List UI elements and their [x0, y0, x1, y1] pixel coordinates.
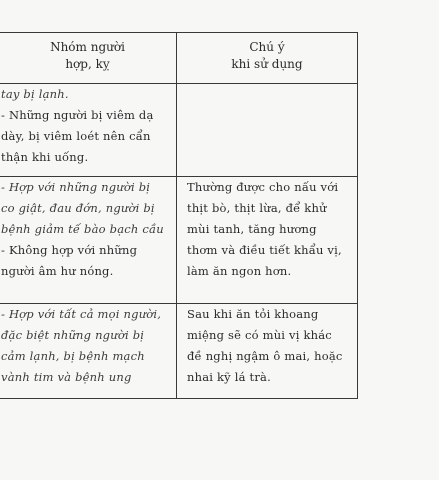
cell-text-line: Sau khi ăn tỏi khoang [187, 307, 319, 321]
table-row [0, 304, 358, 399]
cell-text-line: người âm hư nóng. [1, 264, 114, 278]
header-line: Nhóm người [50, 40, 125, 54]
cell-text-line: - Không hợp với những [1, 243, 138, 257]
cell-text-line: nhai kỹ lá trà. [187, 370, 271, 384]
cell-text-line: miệng sẽ có mùi vị khác [187, 328, 332, 342]
table-row [0, 84, 358, 177]
cell-text-line: đề nghị ngậm ô mai, hoặc [187, 349, 343, 363]
cell-group [0, 177, 177, 304]
cell-text-line: dày, bị viêm loét nên cẩn [1, 129, 151, 143]
cell-text-line: - Những người bị viêm dạ [1, 108, 154, 122]
header-line: Chú ý [249, 40, 285, 54]
cell-text-line: thịt bò, thịt lừa, để khử [187, 201, 327, 215]
header-line: hợp, kỵ [65, 57, 110, 71]
header-cell-group [0, 33, 177, 84]
cell-text-line: - Hợp với tất cả mọi người, [1, 307, 162, 321]
cell-group [0, 84, 177, 177]
cell-usage [177, 84, 358, 177]
info-table [0, 32, 358, 399]
header-line: khi sử dụng [231, 57, 303, 71]
cell-text-line: tay bị lạnh. [1, 87, 69, 101]
cell-text-line: thơm và điều tiết khẩu vị, [187, 243, 342, 257]
cell-text-line: làm ăn ngon hơn. [187, 264, 292, 278]
cell-group [0, 304, 177, 399]
cell-text-line: Thường được cho nấu với [187, 180, 339, 194]
cell-text-line: đặc biệt những người bị [1, 328, 145, 342]
cell-text-line: thận khi uống. [1, 150, 89, 164]
cell-text-line: co giật, đau đớn, người bị [1, 201, 155, 215]
cell-usage [177, 304, 358, 399]
cell-text-line: cảm lạnh, bị bệnh mạch [1, 349, 145, 363]
cell-text-line: bệnh giảm tế bào bạch cầu [1, 222, 164, 236]
table-row [0, 177, 358, 304]
cell-text-line: mùi tanh, tăng hương [187, 222, 317, 236]
cell-text-line: - Hợp với những người bị [1, 180, 151, 194]
header-cell-usage [177, 33, 358, 84]
cell-usage [177, 177, 358, 304]
cell-text-line: vành tim và bệnh ung [1, 370, 132, 384]
table-header-row [0, 33, 358, 84]
